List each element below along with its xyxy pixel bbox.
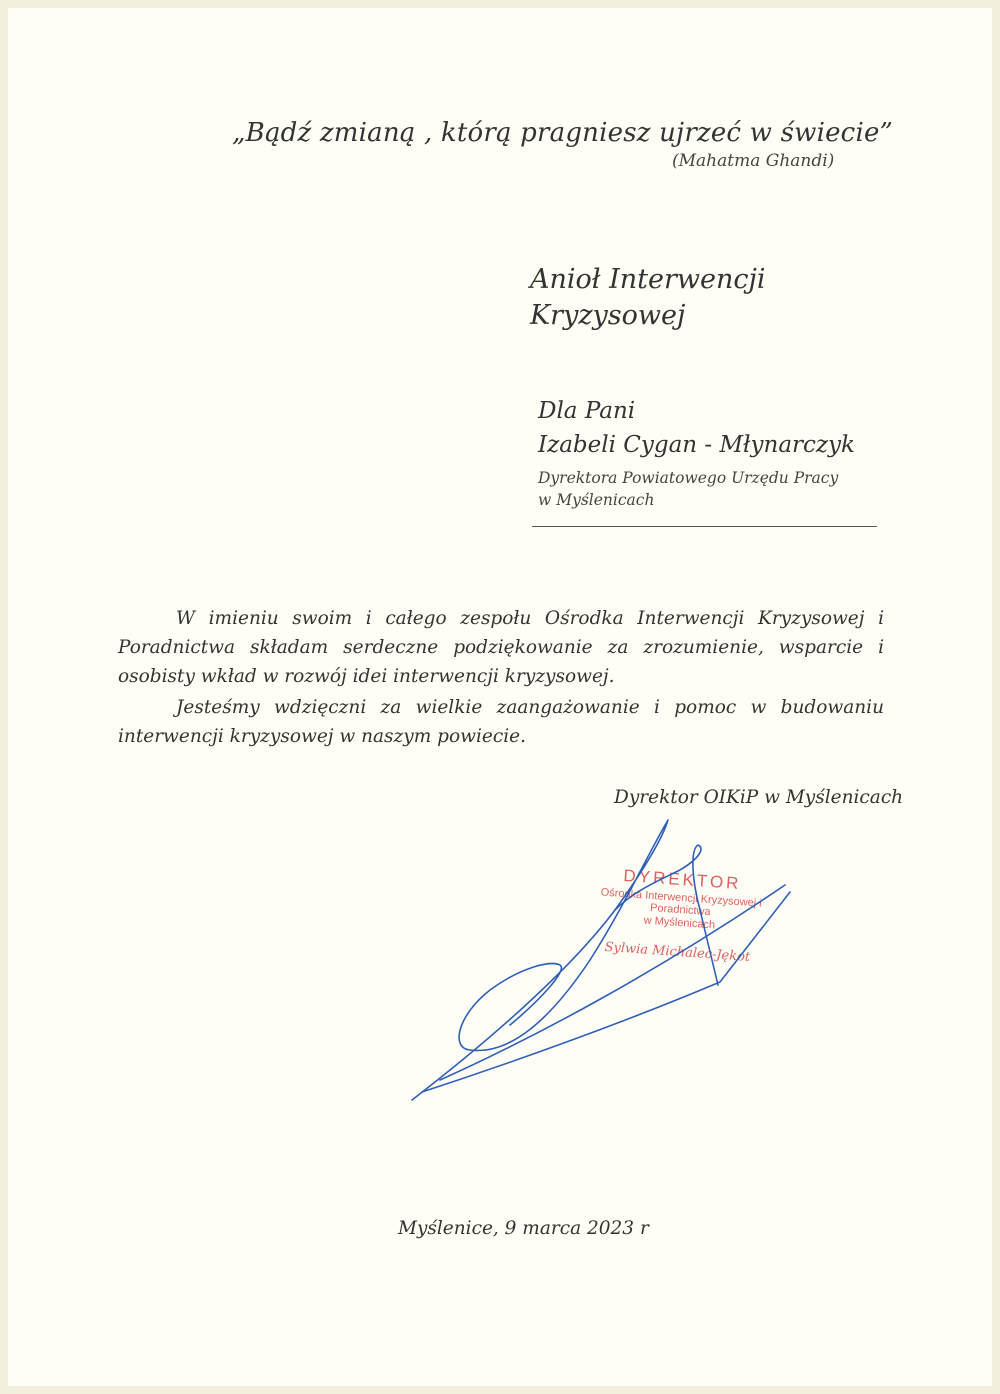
motto-author: (Mahatma Ghandi) (672, 151, 835, 171)
recipient-position (538, 467, 838, 511)
award-title-line-2: Kryzysowej (530, 300, 686, 331)
recipient-position-line-2: w Myślenicach (538, 491, 655, 509)
stamp-signatory-name: Sylwia Michalec-Jękot (604, 939, 751, 965)
recipient-block (538, 394, 855, 462)
motto-quote: „Bądź zmianą , którą pragniesz ujrzeć w świecie” (232, 118, 894, 148)
letter-body (118, 604, 884, 753)
signature-stroke-main (412, 820, 668, 1100)
recipient-name: Izabeli Cygan - Młynarczyk (538, 432, 855, 458)
body-paragraph-2: Jesteśmy wdzięczni za wielkie zaangażowanie i pomoc w budowaniu interwencji kryzysowej w naszym powiecie. (118, 697, 884, 747)
signatory-title: Dyrektor OIKiP w Myślenicach (614, 787, 904, 808)
divider-line (532, 526, 877, 527)
stamp-institution: Ośrodka Interwencji Kryzysowej i Poradnictwa (600, 886, 763, 919)
stamp-heading: DYREKTOR (622, 865, 743, 894)
body-paragraph-1: W imieniu swoim i całego zespołu Ośrodka Interwencji Kryzysowej i Poradnictwa składam serdeczne podziękowanie za zrozumienie, wsparcie i osobisty wkład w rozwój idei interwencji kryzysowej. (118, 608, 884, 687)
signature-stroke-loop (615, 845, 718, 985)
handwritten-signature (400, 810, 810, 1110)
recipient-position-line-1: Dyrektora Powiatowego Urzędu Pracy (538, 469, 839, 487)
stamp-location: w Myślenicach (643, 914, 716, 932)
award-title-line-1: Anioł Interwencji (530, 264, 766, 295)
recipient-greeting: Dla Pani (538, 398, 636, 424)
letter-date: Myślenice, 9 marca 2023 r (398, 1218, 649, 1239)
award-title (530, 262, 766, 334)
